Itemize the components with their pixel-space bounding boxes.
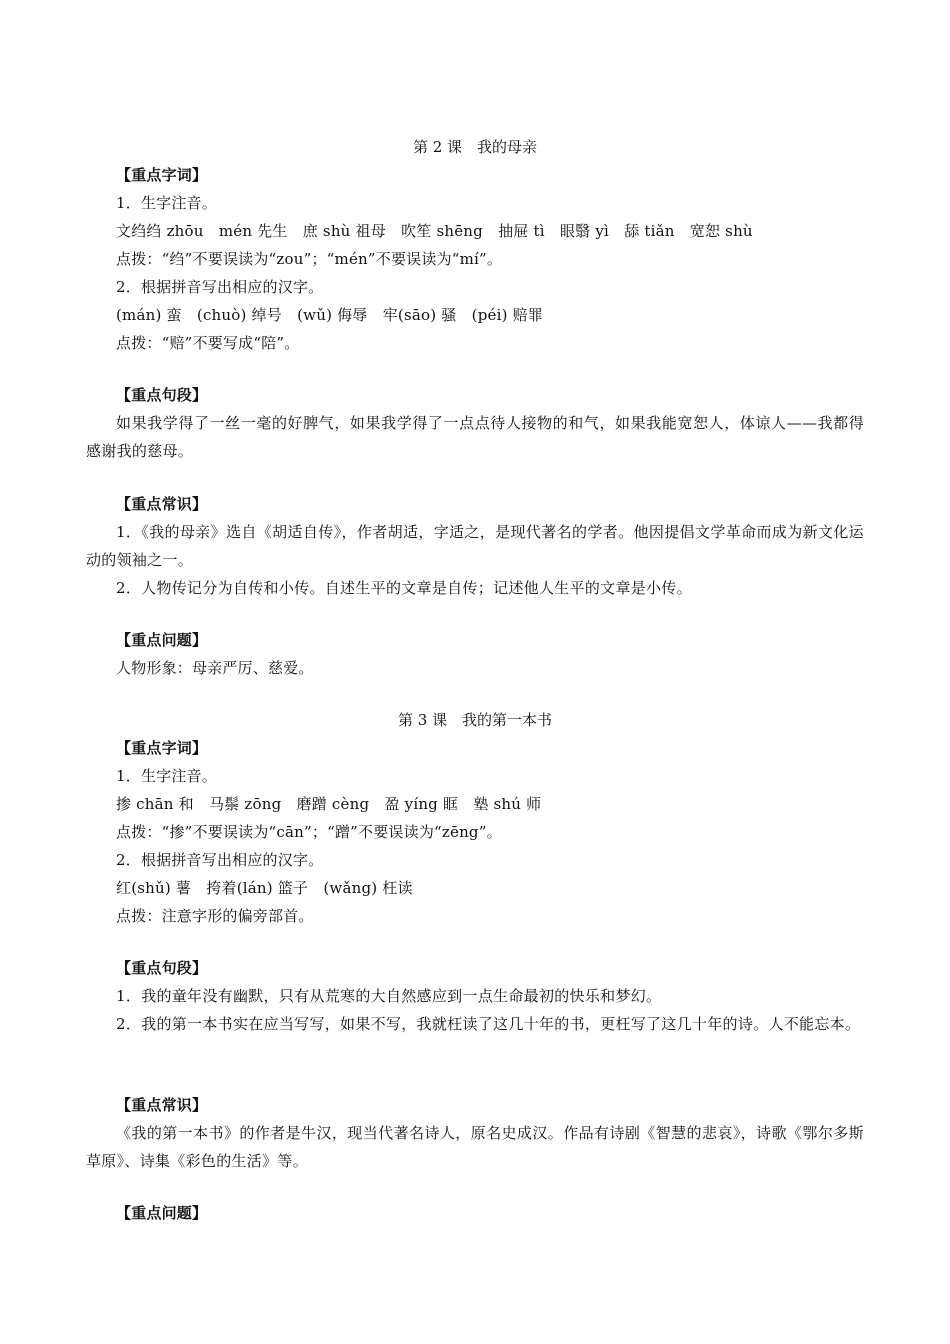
paragraph: 1．《我的母亲》选自《胡适自传》，作者胡适，字适之，是现代著名的学者。他因提倡文学革命而成为新文化运动的领袖之一。 [86,523,864,569]
text-line: 掺 chān 和 马鬃 zōng 磨蹭 cèng 盈 yíng 眶 塾 shú 师 [116,795,542,813]
text-line: 2．根据拼音写出相应的汉字。 [116,851,324,869]
lesson-title: 第 2 课 我的母亲 [412,138,538,156]
text-line: 2．根据拼音写出相应的汉字。 [116,278,324,296]
lesson-title: 第 3 课 我的第一本书 [397,711,553,729]
text-line: 1．生字注音。 [116,767,217,785]
section-heading: 【重点字词】 [116,739,208,757]
text-line: 红(shǔ) 薯 挎着(lán) 篮子 (wǎng) 枉读 [116,879,413,897]
text-line: 文绉绉 zhōu mén 先生 庶 shù 祖母 吹笙 shēng 抽屉 tì 眼翳 yì 舔 tiǎn 宽恕 shù [116,222,753,240]
section-heading: 【重点问题】 [116,631,208,649]
section-heading: 【重点问题】 [116,1204,208,1222]
text-line: (mán) 蛮 (chuò) 绰号 (wǔ) 侮辱 牢(sāo) 骚 (péi) 赔罪 [116,306,543,324]
text-line: 点拨：“绉”不要误读为“zou”；“mén”不要误读为“mí”。 [116,250,503,268]
text-line: 点拨：注意字形的偏旁部首。 [116,907,314,925]
text-line: 1．生字注音。 [116,194,217,212]
text-line: 点拨：“赔”不要写成“陪”。 [116,334,300,352]
section-heading: 【重点句段】 [116,386,208,404]
section-heading: 【重点常识】 [116,495,208,513]
section-heading: 【重点句段】 [116,959,208,977]
paragraph: 2．人物传记分为自传和小传。自述生平的文章是自传；记述他人生平的文章是小传。 [116,579,692,597]
section-heading: 【重点字词】 [116,166,208,184]
paragraph: 如果我学得了一丝一毫的好脾气，如果我学得了一点点待人接物的和气，如果我能宽恕人，体谅人——我都得感谢我的慈母。 [86,414,864,460]
section-heading: 【重点常识】 [116,1096,208,1114]
text-line: 人物形象：母亲严厉、慈爱。 [116,659,314,677]
paragraph: 《我的第一本书》的作者是牛汉，现当代著名诗人，原名史成汉。作品有诗剧《智慧的悲哀》，诗歌《鄂尔多斯草原》、诗集《彩色的生活》等。 [86,1124,864,1170]
paragraph: 2．我的第一本书实在应当写写，如果不写，我就枉读了这几十年的书，更枉写了这几十年的诗。人不能忘本。 [116,1015,861,1033]
text-line: 点拨：“掺”不要误读为“cān”；“蹭”不要误读为“zēng”。 [116,823,502,841]
paragraph: 1．我的童年没有幽默，只有从荒寒的大自然感应到一点生命最初的快乐和梦幻。 [116,987,662,1005]
